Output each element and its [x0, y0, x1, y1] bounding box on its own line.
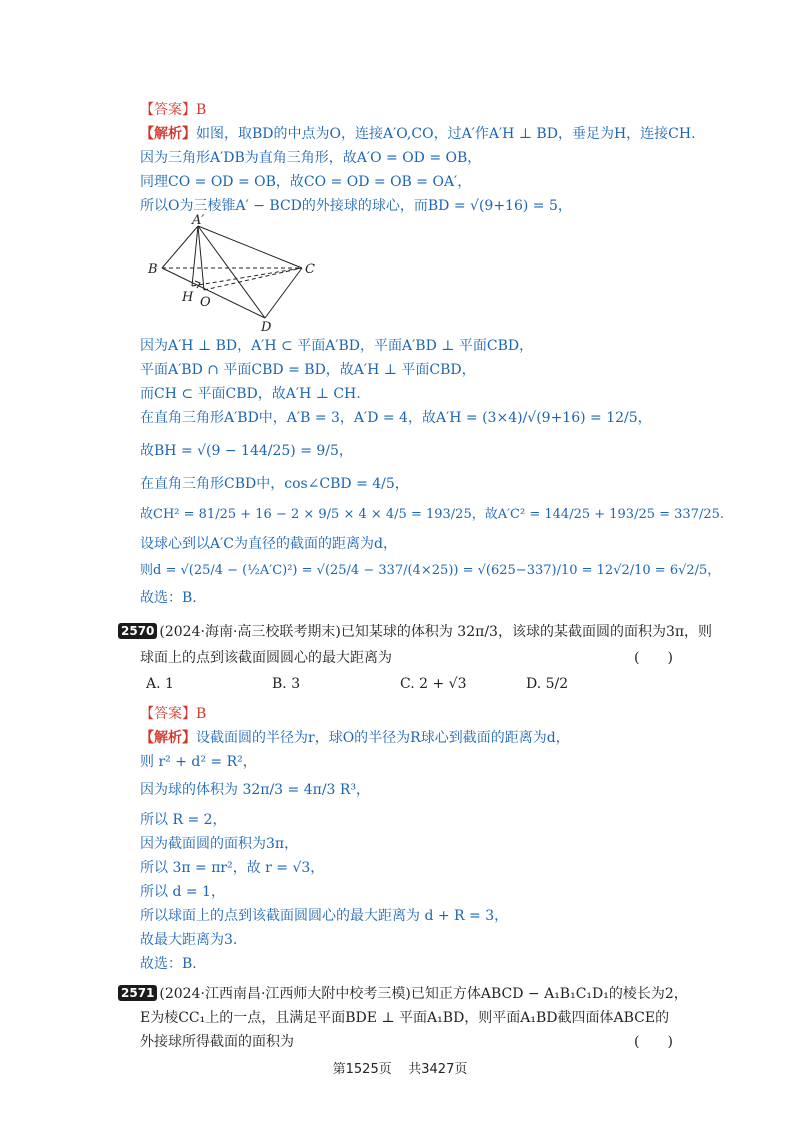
- q2-text-0: 设截面圆的半径为r，球O的半径为R球心到截面的距离为d，: [196, 730, 570, 746]
- label-o: O: [200, 295, 211, 310]
- edge-bd: [162, 268, 265, 318]
- q1-text-1: 因为三角形A′DB为直角三角形，故A′O = OD = OB，: [140, 150, 482, 166]
- q2-analysis-line-0: [140, 728, 570, 748]
- q1-text-8: 故BH = √(9 − 144/25) = 9/5，: [140, 443, 353, 459]
- q1-text-4: 因为A′H ⊥ BD，A′H ⊂ 平面A′BD，平面A′BD ⊥ 平面CBD，: [140, 338, 534, 354]
- q1-text-9: 在直角三角形CBD中，cos∠CBD = 4/5，: [140, 476, 409, 492]
- q2-text-6: 所以 d = 1，: [140, 884, 225, 900]
- q2-number-badge: 2570: [118, 623, 157, 639]
- q3-number-badge: 2571: [118, 985, 157, 1001]
- q3-stem-2: E为棱CC₁上的一点，且满足平面BDE ⊥ 平面A₁BD，则平面A₁BD截四面体ABCE的: [140, 1010, 670, 1026]
- q1-text-7: 在直角三角形A′BD中，A′B = 3，A′D = 4，故A′H = (3×4)/√(9+16) = 12/5，: [140, 410, 652, 426]
- edge-oc: [204, 268, 302, 290]
- label-b: B: [148, 262, 158, 277]
- page-footer: [0, 1058, 800, 1077]
- q1-analysis-line-0: [140, 124, 696, 144]
- q2-text-1: 则 r² + d² = R²，: [140, 754, 257, 770]
- q2-answer-line: [140, 704, 206, 724]
- q2-text-4: 因为截面圆的面积为3π，: [140, 836, 299, 852]
- q3-stem-1: (2024·江西南昌·江西师大附中校考三模)已知正方体ABCD − A₁B₁C₁D₁的棱长为2，: [159, 986, 688, 1002]
- q1-text-5: 平面A′BD ∩ 平面CBD = BD，故A′H ⊥ 平面CBD，: [140, 362, 476, 378]
- q1-analysis-label: 【解析】: [140, 126, 196, 142]
- edge-hc: [192, 268, 302, 286]
- q2-text-8: 故最大距离为3.: [140, 932, 238, 948]
- q1-text-6: 而CH ⊂ 平面CBD，故A′H ⊥ CH.: [140, 386, 361, 402]
- label-h: H: [182, 290, 194, 305]
- q1-answer-label: 【答案】: [140, 102, 196, 118]
- q2-text-9: 故选：B.: [140, 956, 197, 972]
- q2-option-c[interactable]: C. 2 + √3: [400, 676, 467, 692]
- q1-text-3: 所以O为三棱锥A′ − BCD的外接球的球心，而BD = √(9+16) = 5，: [140, 198, 572, 214]
- q2-text-3: 所以 R = 2，: [140, 812, 227, 828]
- edge-ah: [192, 226, 198, 286]
- q2-paren: ( ): [634, 650, 673, 666]
- q1-text-10: 故CH² = 81/25 + 16 − 2 × 9/5 × 4 × 4/5 = 193/25，故A′C² = 144/25 + 193/25 = 337/25.: [140, 507, 725, 522]
- q2-stem-2: 球面上的点到该截面圆圆心的最大距离为: [140, 650, 392, 666]
- label-d: D: [261, 320, 272, 332]
- q2-text-5: 所以 3π = πr²，故 r = √3，: [140, 860, 325, 876]
- q2-option-b[interactable]: B. 3: [272, 676, 301, 692]
- q2-text-7: 所以球面上的点到该截面圆圆心的最大距离为 d + R = 3，: [140, 908, 509, 924]
- q3-paren: ( ): [634, 1034, 673, 1050]
- q1-text-2: 同理CO = OD = OB，故CO = OD = OB = OA′，: [140, 174, 472, 190]
- q2-text-2: 因为球的体积为 32π/3 = 4π/3 R³，: [140, 782, 371, 798]
- q2-option-a[interactable]: A. 1: [146, 676, 174, 692]
- q2-option-d[interactable]: D. 5/2: [526, 676, 569, 692]
- label-c: C: [305, 262, 315, 277]
- q2-stem-line-1: [118, 622, 712, 642]
- footer-total: 共3427页: [408, 1062, 468, 1077]
- q1-answer: B: [196, 102, 207, 118]
- q1-text-11: 设球心到以A′C为直径的截面的距离为d，: [140, 536, 397, 552]
- q3-stem-3: 外接球所得截面的面积为: [140, 1034, 294, 1050]
- q2-answer: B: [196, 706, 207, 722]
- footer-page: 第1525页: [332, 1062, 392, 1077]
- q2-stem-1: (2024·海南·高三校联考期末)已知某球的体积为 32π/3，该球的某截面圆的面积为3π，则: [159, 624, 713, 640]
- label-a: A′: [192, 214, 205, 228]
- q2-analysis-label: 【解析】: [140, 730, 196, 746]
- q1-text-0: 如图，取BD的中点为O，连接A′O,CO，过A′作A′H ⊥ BD，垂足为H，连接CH.: [196, 126, 696, 142]
- q3-stem-line-1: [118, 984, 688, 1004]
- q1-text-12: 则d = √(25/4 − (½A′C)²) = √(25/4 − 337/(4×25)) = √(625−337)/10 = 12√2/10 = 6√2/5，: [140, 563, 721, 578]
- edge-cd: [265, 268, 302, 318]
- q1-answer-line: [140, 100, 206, 120]
- edge-ab: [162, 226, 198, 268]
- q2-answer-label: 【答案】: [140, 706, 196, 722]
- edge-ao: [198, 226, 204, 290]
- tetrahedron-figure: [140, 214, 330, 332]
- q1-text-13: 故选：B.: [140, 590, 197, 606]
